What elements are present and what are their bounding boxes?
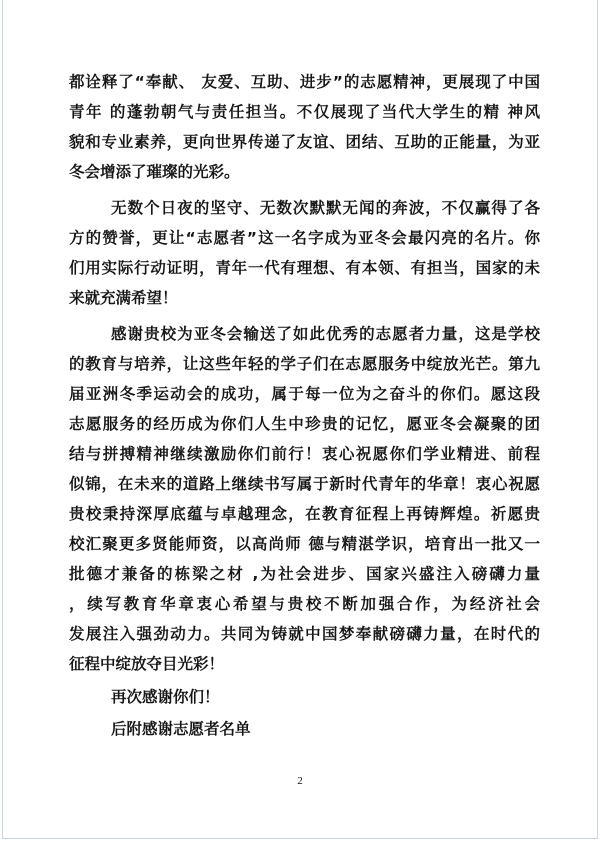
text-line: 发展注入强劲动力。共同为铸就中国梦奉献磅礴力量，在时代的 — [69, 625, 540, 643]
text-line: 贵校秉持深厚底蕴与卓越理念，在教育征程上再铸辉煌。祈愿贵 — [69, 505, 540, 523]
text-line: 校汇聚更多贤能师资，以高尚师 德与精湛学识，培育出一批又一 — [69, 535, 540, 553]
text-line: ，续写教育华章衷心希望与贵校不断加强合作，为经济社会 — [69, 595, 540, 613]
text-line: 无数个日夜的坚守、无数次默默无闻的奔波，不仅赢得了各 — [111, 199, 540, 217]
text-line: 冬会增添了璀璨的光彩。 — [69, 163, 240, 181]
text-line: 征程中绽放夺目光彩！ — [69, 655, 225, 673]
text-line: 都诠释了“奉献、 友爱、互助、进步”的志愿精神，更展现了中国 — [69, 73, 540, 91]
text-line: 志愿服务的经历成为你们人生中珍贵的记忆，愿亚冬会凝聚的团 — [69, 415, 540, 433]
text-line: 结与拼搏精神继续激励你们前行！衷心祝愿你们学业精进、前程 — [69, 445, 540, 463]
document-page — [2, 0, 598, 839]
text-line: 再次感谢你们！ — [111, 688, 220, 706]
text-line: 来就充满希望！ — [69, 289, 178, 307]
text-line: 后附感谢志愿者名单 — [111, 720, 251, 738]
text-line: 似锦，在未来的道路上继续书写属于新时代青年的华章！衷心祝愿 — [69, 475, 540, 493]
text-line: 的教育与培养，让这些年轻的学子们在志愿服务中绽放光芒。第九 — [69, 355, 540, 373]
text-line: 届亚洲冬季运动会的成功，属于每一位为之奋斗的你们。愿这段 — [69, 385, 540, 403]
text-line: 貌和专业素养，更向世界传递了友谊、团结、互助的正能量，为亚 — [69, 133, 540, 151]
text-line: 青年 的蓬勃朝气与责任担当。不仅展现了当代大学生的精 神风 — [69, 103, 540, 121]
text-line: 方的赞誉，更让“志愿者”这一名字成为亚冬会最闪亮的名片。你 — [69, 229, 540, 247]
text-line: 批德才兼备的栋梁之材 ,为社会进步、国家兴盛注入磅礴力量 — [69, 565, 540, 583]
letter-body — [69, 67, 540, 744]
text-line: 感谢贵校为亚冬会输送了如此优秀的志愿者力量，这是学校 — [111, 325, 540, 343]
text-line: 们用实际行动证明，青年一代有理想、有本领、有担当，国家的未 — [69, 259, 540, 277]
page-number: 2 — [297, 775, 303, 787]
